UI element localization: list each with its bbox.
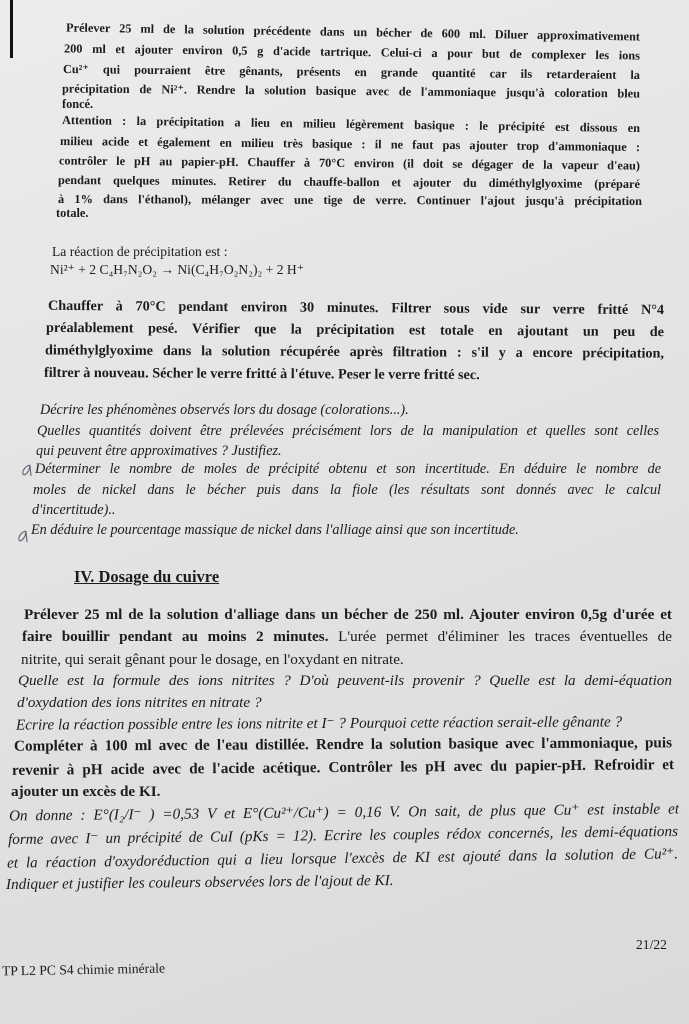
text-line: revenir à pH acide avec de l'acide acétique. Contrôler les pH avec du papier-pH. Refroidir et — [11, 756, 675, 779]
page-number: 21/22 — [636, 937, 667, 952]
text-line: Attention : la précipitation a lieu en milieu légèrement basique : le précipité est dissous en — [61, 112, 641, 136]
question-line: d'oxydation des ions nitrites en nitrate ? — [17, 694, 262, 711]
text-line: 200 ml et ajouter environ 0,5 g d'acide tartrique. Celui-ci a pour but de complexer les ions — [63, 41, 641, 63]
section-heading: IV. Dosage du cuivre — [74, 567, 220, 586]
text-line: Prélever 25 ml de la solution précédente dans un bécher de 600 ml. Diluer approximativement — [65, 20, 641, 44]
paper-edge — [10, 0, 13, 58]
text-line: Chauffer à 70°C pendant environ 30 minutes. Filtrer sous vide sur verre fritté N°4 — [47, 297, 665, 319]
question-line: moles de nickel dans le bécher puis dans la fiole (les résultats sont donnés avec le calcul — [33, 482, 661, 498]
text-line: ajouter un excès de KI. — [11, 783, 161, 800]
text-line — [22, 628, 672, 646]
text-line: contrôler le pH au papier-pH. Chauffer à 70°C environ (il doit se dégager de la vapeur d'eau) — [58, 153, 641, 173]
question-line: Décrire les phénomènes observés lors du dosage (colorations...). — [40, 402, 409, 418]
text-line: totale. — [56, 206, 89, 220]
question-line: Ecrire la réaction possible entre les ions nitrite et I⁻ ? Pourquoi cette réaction serait-elle gênante ? — [15, 713, 623, 734]
question-line: Déterminer le nombre de moles de précipité obtenu et son incertitude. En déduire le nombre de — [35, 461, 661, 477]
text-line: Compléter à 100 ml avec de l'eau distillée. Rendre la solution basique avec l'ammoniaque, puis — [13, 734, 673, 755]
footer-course-label: TP L2 PC S4 chimie minérale — [1, 960, 166, 979]
text-line: filtrer à nouveau. Sécher le verre fritté à l'étuve. Peser le verre fritté sec. — [43, 364, 480, 384]
question-line: Quelle est la formule des ions nitrites ? D'où peuvent-ils provenir ? Quelle est la demi-équation — [18, 672, 672, 689]
question-line: En déduire le pourcentage massique de nickel dans l'alliage ainsi que son incertitude. — [31, 522, 519, 538]
reaction-equation: Ni²⁺ + 2 C₄H₇N₂O₂ → Ni(C₄H₇O₂N₂)₂ + 2 H⁺ — [50, 262, 304, 277]
text-line: précipitation de Ni²⁺. Rendre la solution basique avec de l'ammoniaque jusqu'à coloration bleu — [61, 81, 641, 101]
text-line: préalablement pesé. Vérifier que la précipitation est totale en ajoutant un peu de — [45, 319, 665, 341]
text-line: Cu²⁺ qui pourraient être gênants, présents en grande quantité car ils retarderaient la — [62, 61, 641, 82]
text-line: milieu acide et également en milieu très basique : il ne faut pas ajouter trop d'ammoniaque : — [59, 133, 641, 155]
reaction-label: La réaction de précipitation est : — [52, 244, 228, 259]
text-line: nitrite, qui serait gênant pour le dosage, en l'oxydant en nitrate. — [21, 651, 404, 668]
question-line: et la réaction d'oxydoréduction qui a lieu lorsque l'excès de KI est ajouté dans la solution de Cu²⁺. — [6, 845, 679, 872]
question-line: Indiquer et justifier les couleurs observées lors de l'ajout de KI. — [5, 871, 394, 894]
question-line: d'incertitude).. — [32, 502, 116, 518]
text-line: à 1% dans l'éthanol), mélanger avec une tige de verre. Continuer l'ajout jusqu'à précipitation — [57, 191, 643, 209]
handwritten-mark-icon — [18, 462, 34, 478]
question-line: qui peuvent être approximatives ? Justifiez. — [36, 443, 282, 459]
text-line: foncé. — [62, 97, 94, 111]
text-line: diméthylglyoxime dans la solution récupérée après filtration : s'il y a encore précipitation, — [44, 342, 665, 362]
question-line: On donne : E°(I₂/I⁻ ) =0,53 V et E°(Cu²⁺/Cu⁺) = 0,16 V. On sait, de plus que Cu⁺ est instable et — [8, 800, 680, 825]
question-line: forme avec I⁻ un précipité de CuI (pKs = 12). Ecrire les couples rédox concernés, les demi-équations — [7, 822, 679, 849]
question-line: Quelles quantités doivent être prélevées précisément lors de la manipulation et quelles sont celles — [37, 423, 659, 439]
text-line: Prélever 25 ml de la solution d'alliage dans un bécher de 250 ml. Ajouter environ 0,5g d'urée et — [24, 606, 672, 623]
text-line: pendant quelques minutes. Retirer du chauffe-ballon et ajouter du diméthylglyoxime (préparé — [57, 172, 641, 192]
bold-instruction: faire bouillir pendant au moins 2 minutes. — [22, 628, 329, 645]
text-span: L'urée permet d'éliminer les traces éventuelles de — [328, 628, 672, 645]
handwritten-mark-icon — [14, 528, 30, 544]
